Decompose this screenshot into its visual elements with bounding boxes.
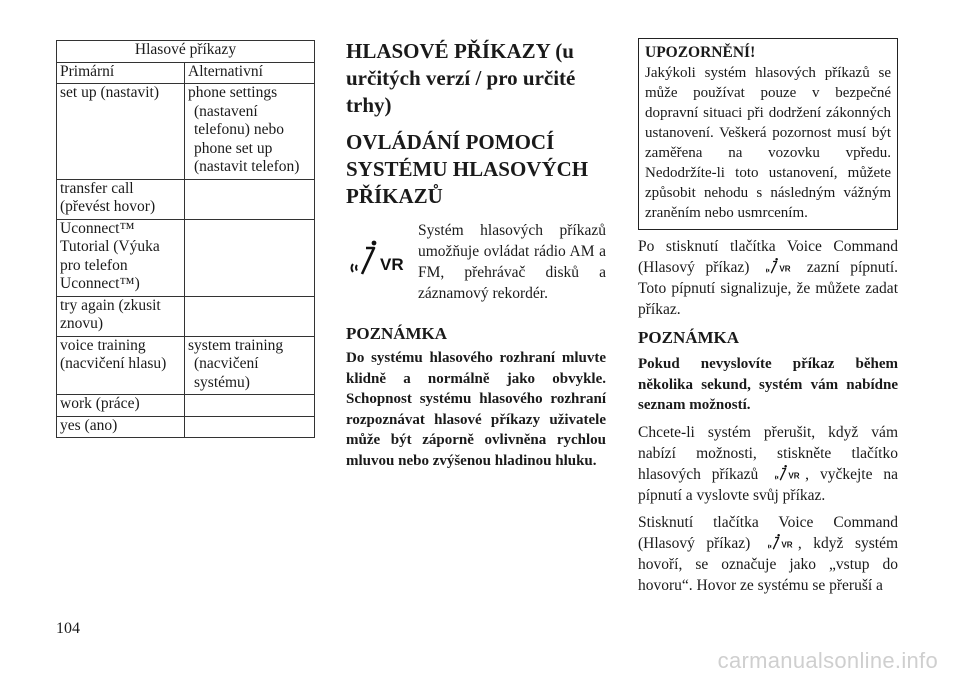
right-column — [638, 38, 898, 602]
table-row — [57, 219, 315, 296]
note-title: POZNÁMKA — [638, 328, 740, 347]
middle-column — [346, 38, 606, 471]
voice-command-vr-icon — [346, 238, 408, 278]
cell-line: Uconnect™) — [60, 275, 140, 292]
cell-line: try again (zkusit — [60, 296, 161, 314]
table-cell-primary — [57, 395, 185, 417]
cell-line: transfer call — [60, 179, 134, 197]
table-caption: Hlasové příkazy — [57, 41, 315, 63]
warning-text: Jakýkoli systém hlasových příkazů se může používat pouze v bezpečné dopravní situaci při dodržení zákonných ustanovení. Veškerá pozornost musí být zaměřena na vozovku vpředu. Nedodržíte-li toto ustanovení, můžete způsobit nehodu s následným vážným zraněním nebo usmrcením. — [645, 65, 891, 221]
table-cell-alternative — [185, 296, 315, 336]
warning-box — [638, 38, 898, 230]
table-cell-primary — [57, 296, 185, 336]
table-cell-alternative — [185, 219, 315, 296]
cell-line: voice training — [60, 336, 146, 354]
column-header-alternative: Alternativní — [185, 62, 315, 84]
svg-text:VR: VR — [380, 255, 404, 274]
page-number: 104 — [56, 620, 80, 637]
table-row — [57, 416, 315, 438]
cell-line: znovu) — [60, 315, 104, 332]
paragraph-text: Po stisknutí tlačítka Voice Command (Hlasový příkaz) — [638, 238, 898, 276]
cell-line: phone set up — [194, 139, 273, 157]
intro-block — [346, 220, 606, 318]
cell-line: set up (nastavit) — [60, 84, 160, 101]
paragraph-barge-in — [638, 512, 898, 596]
cell-line: pro telefon — [60, 256, 128, 274]
paragraph-text: zazní pípnutí. Toto pípnutí signalizuje, že můžete zadat příkaz. — [638, 259, 899, 318]
column-header-primary: Primární — [57, 62, 185, 84]
paragraph-text: Stisknutí tlačítka Voice Command (Hlasový příkaz) — [638, 513, 898, 552]
cell-line: Uconnect™ — [60, 219, 135, 237]
table-cell-alternative — [185, 416, 315, 438]
table-cell-alternative — [185, 179, 315, 219]
cell-line: (převést hovor) — [60, 198, 156, 215]
table-cell-primary — [57, 84, 185, 180]
table-body — [57, 84, 315, 438]
table-row — [57, 296, 315, 336]
table-cell-alternative — [185, 336, 315, 395]
cell-line: (nacvičení hlasu) — [60, 355, 167, 372]
warning-title: UPOZORNĚNÍ! — [645, 44, 756, 61]
table-row — [57, 179, 315, 219]
cell-line: phone settings — [188, 84, 278, 101]
cell-line: Tutorial (Výuka — [60, 238, 160, 255]
cell-line: (nastavení — [194, 102, 258, 120]
voice-command-vr-icon — [762, 257, 794, 275]
cell-line: yes (ano) — [60, 416, 118, 434]
voice-command-vr-icon — [764, 533, 796, 551]
cell-line: telefonu) nebo — [194, 121, 284, 138]
paragraph-press-button — [638, 236, 898, 320]
cell-line: system training — [188, 336, 284, 354]
paragraph-text: , vyčkejte na pípnutí a vyslovte svůj příkaz. — [638, 465, 899, 504]
paragraph-text: Chcete-li systém přerušit, když vám nabízí možnosti, stiskněte tlačítko hlasových příkazů — [638, 423, 898, 483]
cell-line: work (práce) — [60, 395, 140, 412]
watermark: carmanualsonline.info — [717, 648, 938, 673]
table-row — [57, 84, 315, 180]
svg-text:VR: VR — [788, 470, 800, 480]
cell-line: (nastavit telefon) — [194, 158, 300, 175]
note-text: Do systému hlasového rozhraní mluvte klidně a normálně jako obvykle. Schopnost systému hlasového rozhraní rozpoznávat hlasové příkazy uživatele může být záporně ovlivněna rychlou mluvou nebo zvýšenou hladinou hluku. — [346, 350, 606, 469]
table-cell-alternative — [185, 84, 315, 180]
note-title: POZNÁMKA — [346, 324, 448, 343]
section-heading-voice-commands: HLASOVÉ PŘÍKAZY (u určitých verzí / pro určité trhy) — [346, 39, 576, 117]
cell-line: (nacvičení — [194, 355, 259, 372]
note-text: Pokud nevyslovíte příkaz během několika sekund, systém vám nabídne seznam možností. — [638, 356, 898, 413]
svg-text:VR: VR — [781, 539, 793, 549]
cell-line: systému) — [194, 373, 250, 391]
table-cell-primary — [57, 416, 185, 438]
table-cell-alternative — [185, 395, 315, 417]
paragraph-text: , když systém hovoří, se označuje jako „vstup do hovoru“. Hovor ze systému se přeruší a — [638, 534, 899, 594]
section-heading-voice-control: OVLÁDÁNÍ POMOCÍ SYSTÉMU HLASOVÝCH PŘÍKAZŮ — [346, 130, 589, 208]
table-row — [57, 336, 315, 395]
table-cell-primary — [57, 219, 185, 296]
svg-text:VR: VR — [779, 264, 791, 274]
table-row — [57, 395, 315, 417]
intro-paragraph: Systém hlasových příkazů umožňuje ovládat rádio AM a FM, přehrávač disků a záznamový rekordér. — [418, 222, 606, 302]
paragraph-interrupt — [638, 422, 898, 506]
voice-command-vr-icon — [771, 464, 803, 482]
voice-commands-table — [56, 40, 315, 438]
table-cell-primary — [57, 179, 185, 219]
table-cell-primary — [57, 336, 185, 395]
